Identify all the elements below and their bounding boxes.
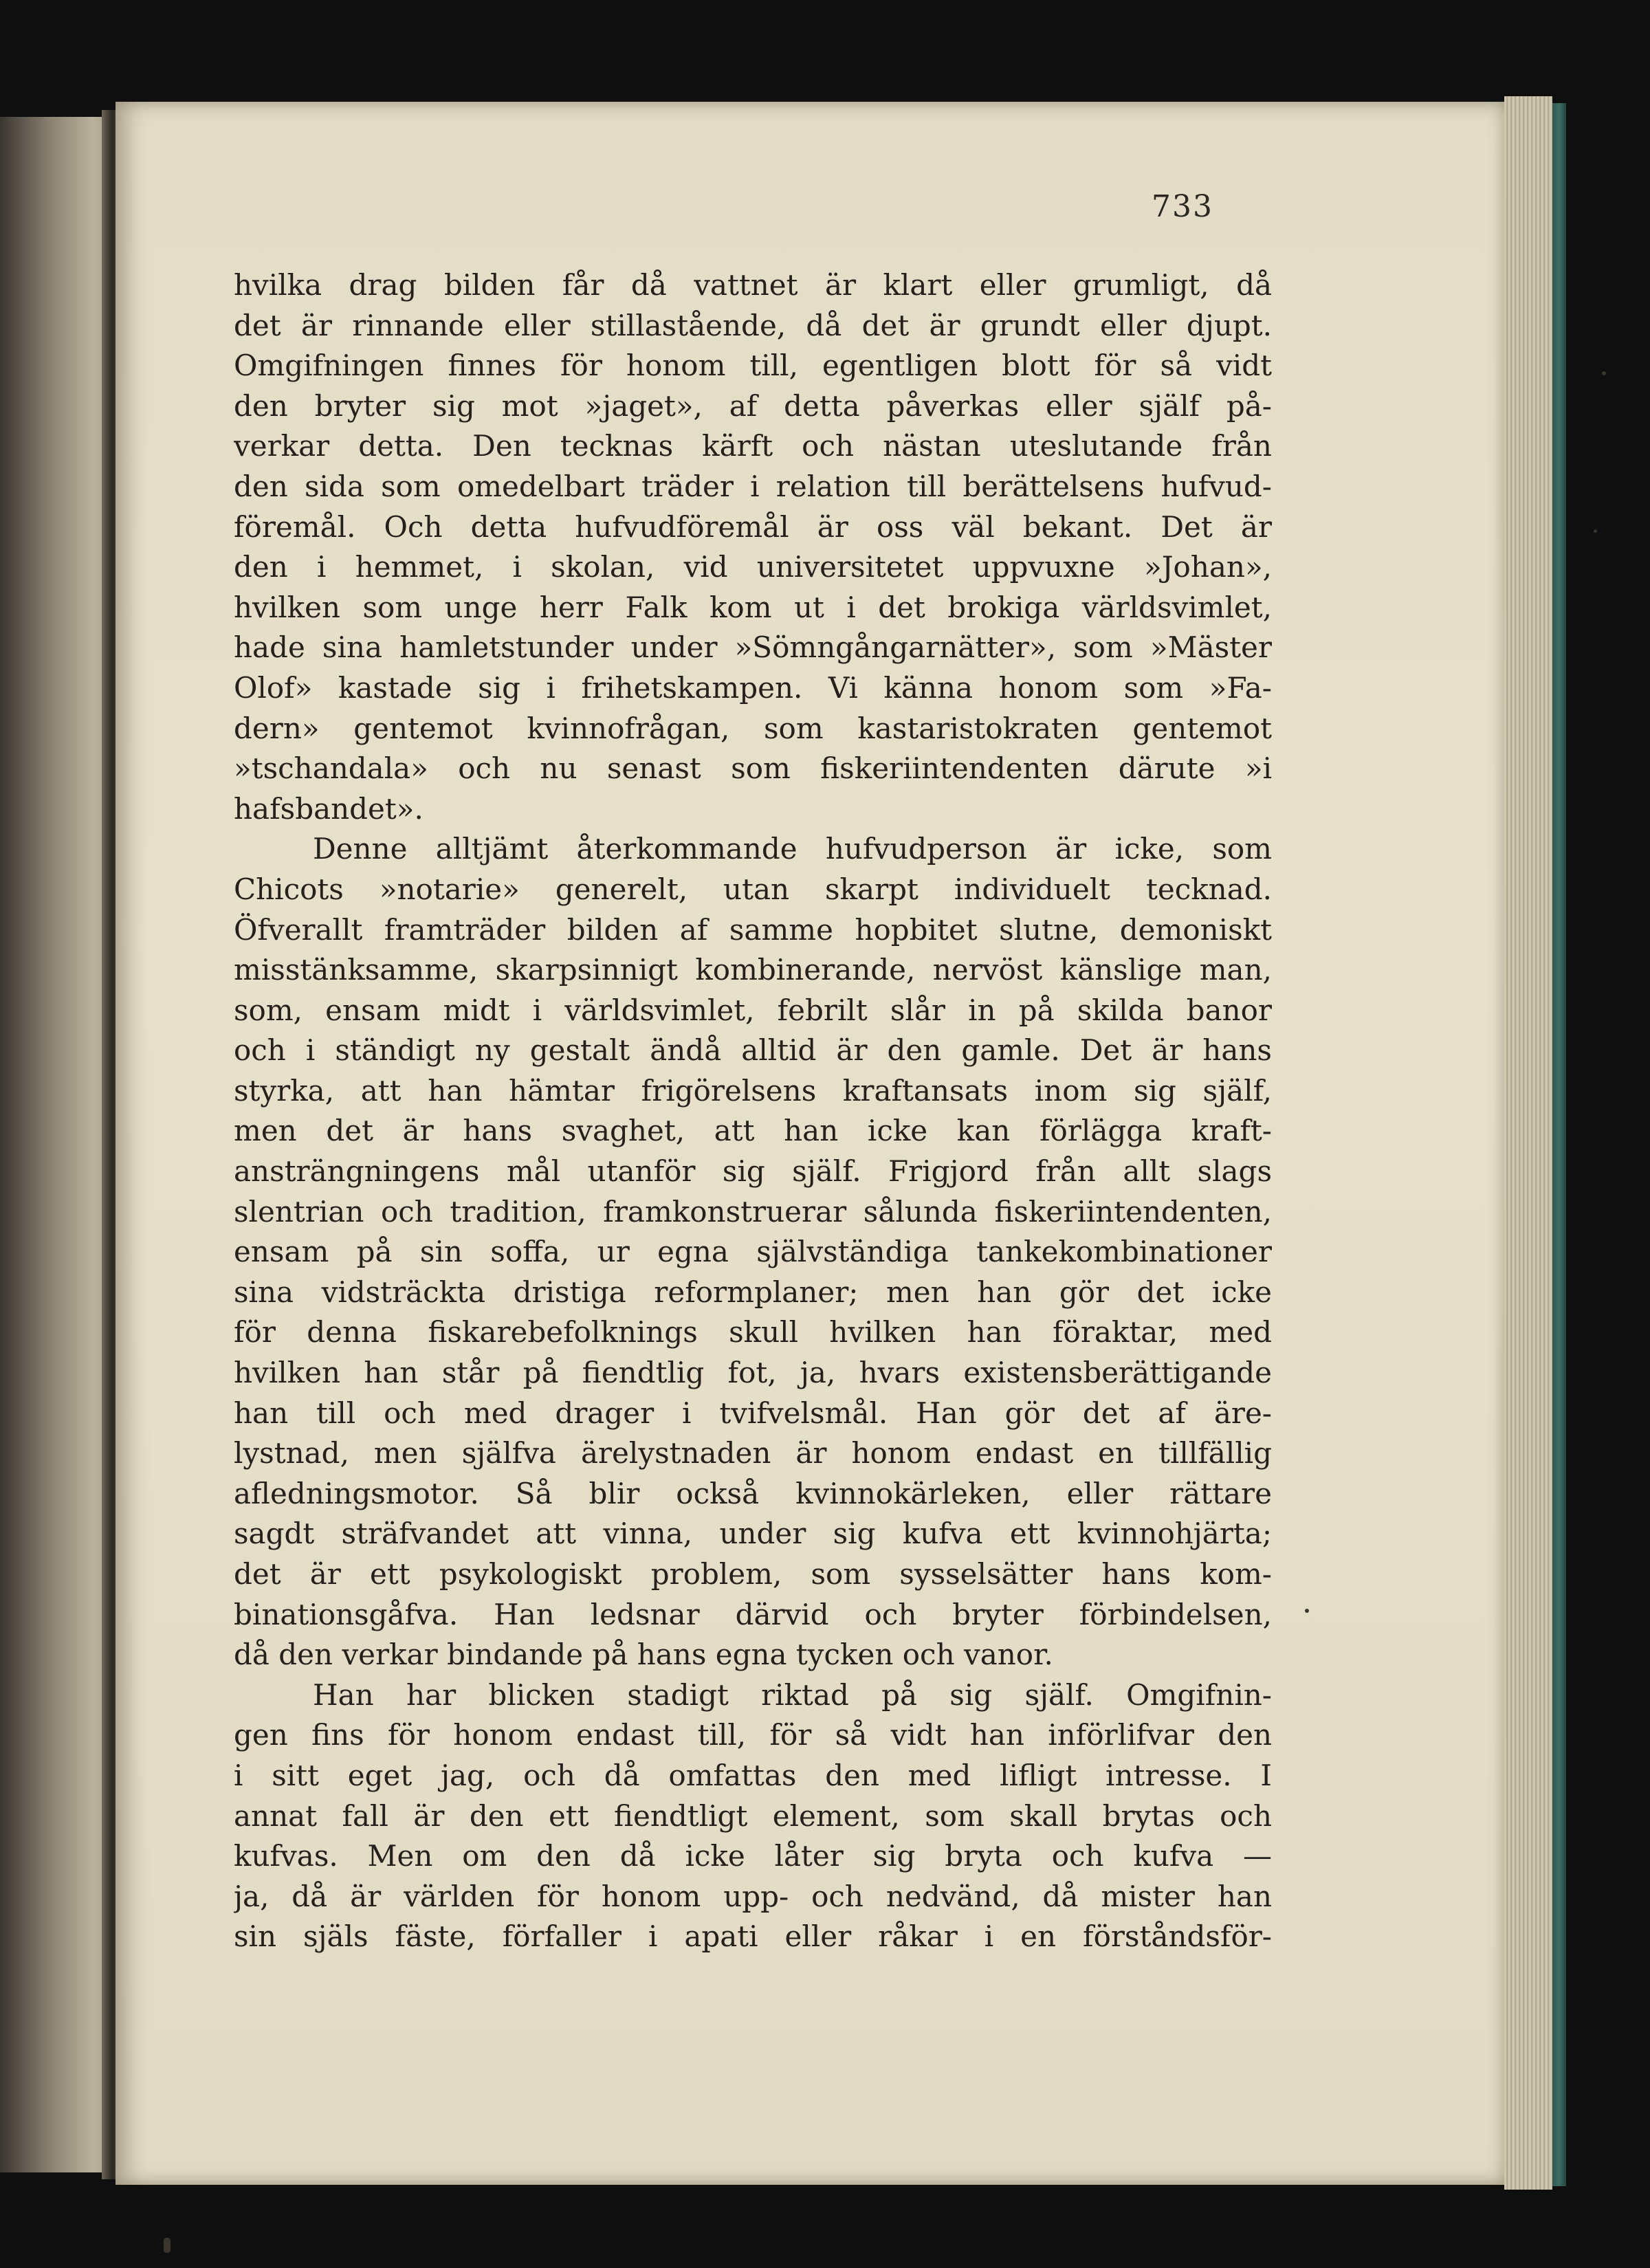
- text-line: Öfverallt framträder bilden af samme hopbitet slutne, demoniskt: [234, 912, 1272, 947]
- text-line: men det är hans svaghet, att han icke kan förlägga kraft-: [234, 1114, 1272, 1148]
- text-line: sina vidsträckta dristiga reformplaner; men han gör det icke: [234, 1275, 1272, 1309]
- text-line: misstänksamme, skarpsinnigt kombinerande, nervöst känslige man,: [234, 953, 1272, 987]
- text-line: dern» gentemot kvinnofrågan, som kastaristokraten gentemot: [234, 711, 1272, 745]
- text-line: hvilken som unge herr Falk kom ut i det brokiga världsvimlet,: [234, 590, 1272, 624]
- page-stack-edges: [1504, 96, 1552, 2190]
- text-line: Denne alltjämt återkommande hufvudperson är icke, som: [313, 832, 1272, 866]
- text-line: verkar detta. Den tecknas kärft och nästan uteslutande från: [234, 429, 1272, 463]
- text-line: i sitt eget jag, och då omfattas den med lifligt intresse. I: [234, 1758, 1272, 1792]
- text-line: binationsgåfva. Han ledsnar därvid och bryter förbindelsen,: [234, 1597, 1272, 1631]
- text-line: ja, då är världen för honom upp- och nedvänd, då mister han: [234, 1879, 1272, 1913]
- paper-speck: [1594, 529, 1597, 533]
- text-line: som, ensam midt i världsvimlet, febrilt slår in på skilda banor: [234, 993, 1272, 1027]
- text-line: Han har blicken stadigt riktad på sig själf. Omgifnin-: [313, 1677, 1272, 1712]
- text-line: ensam på sin soffa, ur egna självständiga tankekombinationer: [234, 1235, 1272, 1269]
- text-line: det är rinnande eller stillastående, då det är grundt eller djupt.: [234, 308, 1272, 342]
- body-text: [234, 265, 1272, 1957]
- text-line: Olof» kastade sig i frihetskampen. Vi känna honom som »Fa-: [234, 670, 1272, 705]
- text-line: den i hemmet, i skolan, vid universitetet uppvuxne »Johan»,: [234, 550, 1272, 584]
- text-line: Chicots »notarie» generelt, utan skarpt individuelt tecknad.: [234, 872, 1272, 906]
- text-line: hafsbandet».: [234, 791, 424, 826]
- text-line: »tschandala» och nu senast som fiskeriintendenten därute »i: [234, 751, 1272, 786]
- text-line: annat fall är den ett fiendtligt element, som skall brytas och: [234, 1798, 1272, 1833]
- text-line: han till och med drager i tvifvelsmål. Han gör det af äre-: [234, 1396, 1272, 1430]
- text-line: Omgifningen finnes för honom till, egentligen blott för så vidt: [234, 349, 1272, 383]
- text-line: ansträngningens mål utanför sig själf. Frigjord från allt slags: [234, 1154, 1272, 1189]
- text-line: gen fins för honom endast till, för så vidt han införlifvar den: [234, 1718, 1272, 1752]
- text-line: sin själs fäste, förfaller i apati eller råkar i en förståndsför-: [234, 1919, 1272, 1954]
- text-line: hvilken han står på fiendtlig fot, ja, hvars existensberättigande: [234, 1356, 1272, 1390]
- previous-page-edge: [0, 117, 116, 2172]
- paper-speck: [1602, 371, 1606, 375]
- text-line: det är ett psykologiskt problem, som sysselsätter hans kom-: [234, 1557, 1272, 1591]
- text-line: sagdt sträfvandet att vinna, under sig kufva ett kvinnohjärta;: [234, 1517, 1272, 1551]
- text-line: slentrian och tradition, framkonstruerar sålunda fiskeriintendenten,: [234, 1194, 1272, 1229]
- text-line: den sida som omedelbart träder i relation till berättelsens hufvud-: [234, 469, 1272, 503]
- text-line: och i ständigt ny gestalt ändå alltid är den gamle. Det är hans: [234, 1033, 1272, 1068]
- text-line: föremål. Och detta hufvudföremål är oss väl bekant. Det är: [234, 509, 1272, 544]
- cover-edge: [1552, 103, 1566, 2186]
- paper-speck: [1305, 1609, 1309, 1613]
- text-line: styrka, att han hämtar frigörelsens kraftansats inom sig själf,: [234, 1073, 1272, 1108]
- page-number: 733: [1152, 189, 1213, 224]
- text-line: då den verkar bindande på hans egna tycken och vanor.: [234, 1638, 1053, 1672]
- paper-speck: [164, 2238, 170, 2253]
- text-line: kufvas. Men om den då icke låter sig bryta och kufva —: [234, 1839, 1272, 1873]
- text-line: för denna fiskarebefolknings skull hvilken han föraktar, med: [234, 1315, 1272, 1350]
- text-line: lystnad, men själfva ärelystnaden är honom endast en tillfällig: [234, 1436, 1272, 1471]
- text-line: hade sina hamletstunder under »Sömngångarnätter», som »Mäster: [234, 630, 1272, 665]
- text-line: afledningsmotor. Så blir också kvinnokärleken, eller rättare: [234, 1476, 1272, 1510]
- text-line: hvilka drag bilden får då vattnet är klart eller grumligt, då: [234, 268, 1272, 302]
- text-line: den bryter sig mot »jaget», af detta påverkas eller själf på-: [234, 388, 1272, 423]
